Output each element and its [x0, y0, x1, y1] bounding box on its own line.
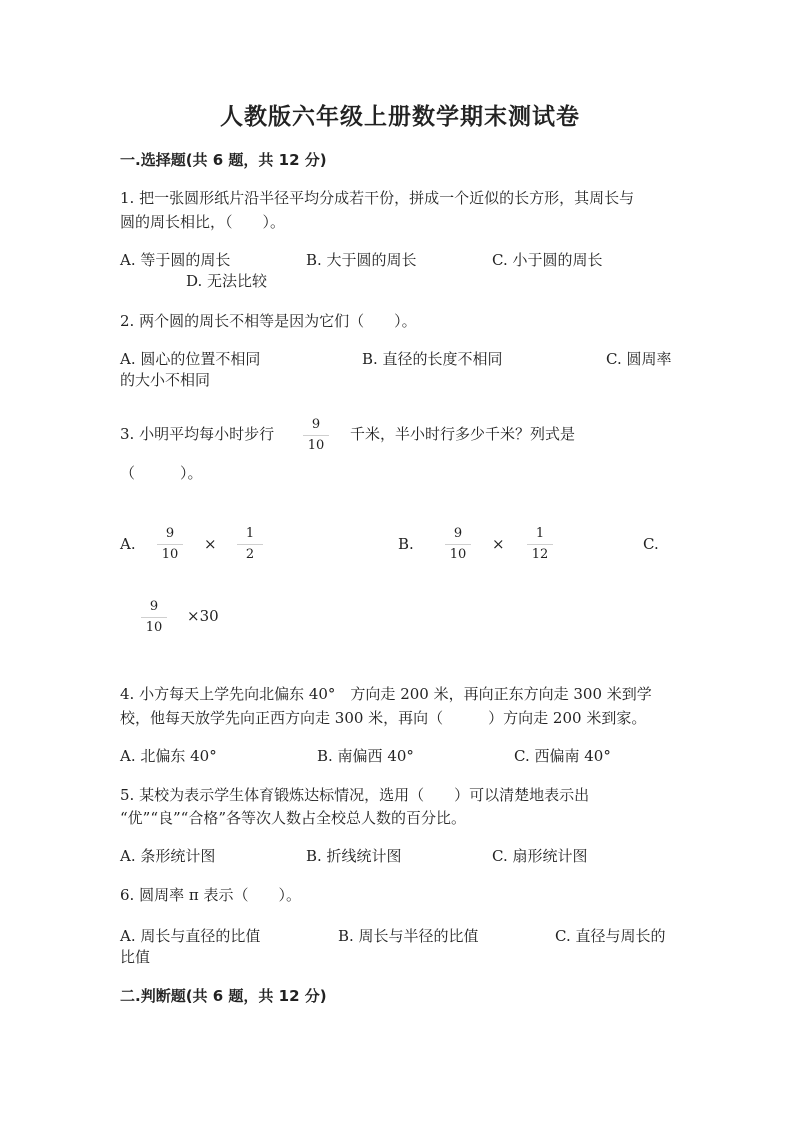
- q3-fraction: [299, 417, 333, 454]
- q6-option-a: A. 周长与直径的比值: [120, 927, 261, 945]
- q2-option-a: A. 圆心的位置不相同: [120, 350, 261, 368]
- q4-stem-line2: 校，他每天放学先向正西方向走 300 米，再向（ ）方向走 200 米到家。: [120, 709, 647, 727]
- q6-stem: 6. 圆周率 π 表示（ ）。: [120, 886, 301, 904]
- q3-option-b-operator: ×: [492, 535, 505, 553]
- q2-option-b: B. 直径的长度不相同: [362, 350, 503, 368]
- fraction-bar: [303, 435, 329, 436]
- q4-stem-line1: 4. 小方每天上学先向北偏东 40° 方向走 200 米，再向正东方向走 300 米到学: [120, 685, 652, 703]
- section-heading-choice: 一.选择题(共 6 题，共 12 分): [120, 151, 327, 169]
- fraction-numerator: 9: [453, 526, 463, 541]
- q3-option-c-fraction: [137, 599, 171, 636]
- q2-option-c: C. 圆周率: [606, 350, 672, 368]
- q5-stem-line1: 5. 某校为表示学生体育锻炼达标情况，选用（ ）可以清楚地表示出: [120, 786, 590, 804]
- q5-stem-line2: “优”“良”“合格”各等次人数占全校总人数的百分比。: [120, 809, 467, 827]
- q3-option-c-label: C.: [643, 535, 659, 553]
- fraction-denominator: 12: [531, 547, 549, 562]
- q4-option-c: C. 西偏南 40°: [514, 747, 611, 765]
- q1-option-d: D. 无法比较: [186, 272, 268, 290]
- fraction-denominator: 10: [145, 620, 163, 635]
- q2-option-c-continued: 的大小不相同: [120, 371, 211, 389]
- q3-option-b-fraction-2: [523, 526, 557, 563]
- q6-option-c-continued: 比值: [120, 948, 151, 966]
- fraction-numerator: 1: [245, 526, 255, 541]
- page-title: 人教版六年级上册数学期末测试卷: [220, 104, 580, 130]
- q3-option-a-operator: ×: [204, 535, 217, 553]
- fraction-numerator: 9: [165, 526, 175, 541]
- q3-option-a-label: A.: [120, 535, 136, 553]
- fraction-bar: [527, 544, 553, 545]
- fraction-denominator: 10: [449, 547, 467, 562]
- fraction-numerator: 1: [535, 526, 545, 541]
- fraction-numerator: 9: [149, 599, 159, 614]
- q1-stem-line2: 圆的周长相比，（ ）。: [120, 213, 286, 231]
- q1-option-c: C. 小于圆的周长: [492, 251, 603, 269]
- fraction-denominator: 2: [245, 547, 255, 562]
- q3-stem-prefix: 3. 小明平均每小时步行: [120, 425, 275, 443]
- q1-stem-line1: 1. 把一张圆形纸片沿半径平均分成若干份，拼成一个近似的长方形，其周长与: [120, 189, 635, 207]
- q4-option-b: B. 南偏西 40°: [317, 747, 414, 765]
- fraction-denominator: 10: [161, 547, 179, 562]
- q1-option-a: A. 等于圆的周长: [120, 251, 231, 269]
- q5-option-b: B. 折线统计图: [306, 847, 402, 865]
- q3-fraction-numerator: 9: [311, 417, 321, 432]
- q3-option-a-fraction-1: [153, 526, 187, 563]
- q3-stem-line2: （ ）。: [120, 464, 203, 482]
- fraction-bar: [157, 544, 183, 545]
- q1-option-b: B. 大于圆的周长: [306, 251, 417, 269]
- fraction-bar: [141, 617, 167, 618]
- q3-option-b-label: B.: [398, 535, 414, 553]
- q3-fraction-denominator: 10: [307, 438, 325, 453]
- q5-option-c: C. 扇形统计图: [492, 847, 588, 865]
- q6-option-b: B. 周长与半径的比值: [338, 927, 479, 945]
- section-heading-judgment: 二.判断题(共 6 题，共 12 分): [120, 987, 327, 1005]
- q3-stem-suffix: 千米，半小时行多少千米？列式是: [350, 425, 576, 443]
- fraction-bar: [237, 544, 263, 545]
- fraction-bar: [445, 544, 471, 545]
- q3-option-a-fraction-2: [233, 526, 267, 563]
- q5-option-a: A. 条形统计图: [120, 847, 216, 865]
- q6-option-c: C. 直径与周长的: [555, 927, 666, 945]
- q3-option-b-fraction-1: [441, 526, 475, 563]
- q2-stem: 2. 两个圆的周长不相等是因为它们（ ）。: [120, 312, 417, 330]
- q3-option-c-tail: ×30: [187, 607, 219, 625]
- q4-option-a: A. 北偏东 40°: [120, 747, 217, 765]
